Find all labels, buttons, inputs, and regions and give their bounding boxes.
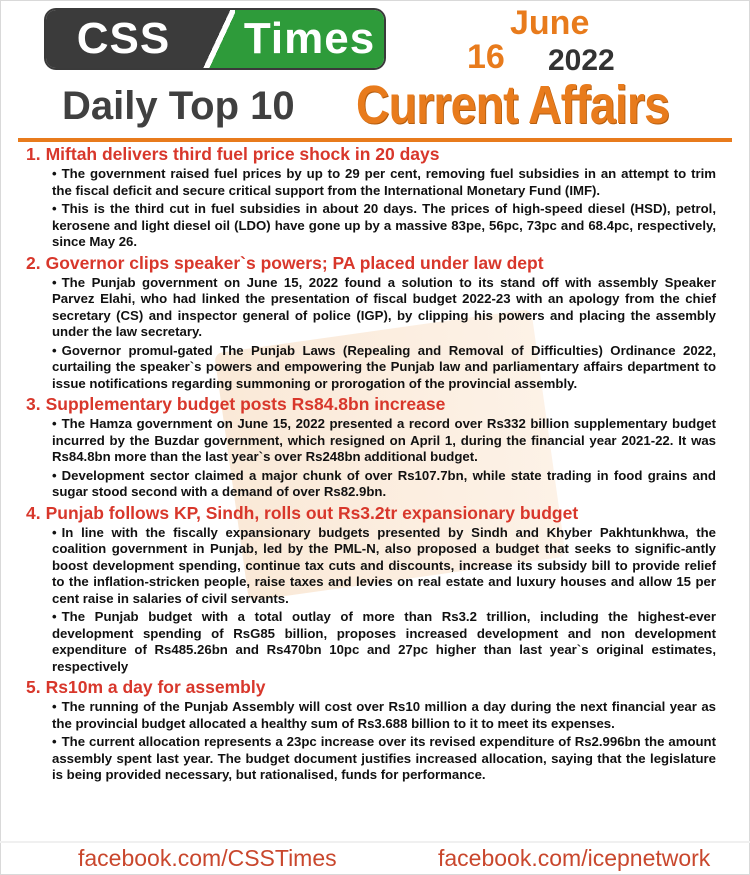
title-daily-top: Daily Top 10 [62,84,295,128]
news-point-text: The government raised fuel prices by up to 29 per cent, removing fuel subsidies in an attempt to trim the fiscal deficit and secure critical support from the International Monetary Fund (IMF). [52,166,716,198]
news-point [26,699,716,732]
news-headline-text: Supplementary budget posts Rs84.8bn increase [45,394,446,414]
news-point [26,416,716,466]
news-item [26,394,716,501]
news-point-text: The Punjab budget with a total outlay of more than Rs3.2 trillion, including the highest-ever development spending of RsG85 billion, proposes increased development and non development expenditure of Rs485.26bn and Rs470bn 10pc and 27pc higher than last year`s original estimates, respectively [52,609,716,674]
news-point-text: This is the third cut in fuel subsidies in about 20 days. The prices of high-speed diesel (HSD), petrol, kerosene and light diesel oil (LDO) have gone up by a massive 83pe, 56pc, 73pc and 68.4pc, respectively, since May 26. [52,201,716,249]
news-headline-text: Miftah delivers third fuel price shock in 20 days [45,144,440,164]
news-headline [26,144,716,164]
news-point [26,201,716,251]
news-headline [26,253,716,273]
date-month: June [510,4,590,42]
news-point-text: The running of the Punjab Assembly will cost over Rs10 million a day during the next financial year as the provincial budget allocated a healthy sum of Rs3.688 billion to it to meet its expenses. [52,699,716,731]
news-point [26,468,716,501]
logo-times-text: Times [235,10,384,68]
news-point [26,343,716,393]
news-point-text: The Hamza government on June 15, 2022 presented a record over Rs332 billion supplementary budget incurred by the Buzdar government, which resigned on April 1, during the financial year 2021-22. It was Rs84.8bn more than the last year`s over Rs248bn additional budget. [52,416,716,464]
news-number: 4. [26,502,41,523]
news-point [26,734,716,784]
footer [0,841,750,873]
news-headline [26,394,716,414]
news-item [26,144,716,251]
footer-link-icepnetwork[interactable]: facebook.com/icepnetwork [438,845,711,871]
news-point [26,609,716,675]
header-divider [18,138,732,142]
bullet-icon: • [52,609,57,624]
news-point [26,166,716,199]
news-point-text: Development sector claimed a major chunk of over Rs107.7bn, while state trading in food grains and sugar stood second with a demand of over Rs82.9bn. [52,467,716,499]
news-headline [26,677,716,697]
bullet-icon: • [52,467,57,483]
logo-css-text: CSS [46,10,201,68]
news-item [26,503,716,676]
bullet-icon: • [52,342,57,358]
news-point-text: Governor promul-gated The Punjab Laws (Repealing and Removal of Difficulties) Ordinance 2022, curtailing the speaker`s powers and empowering the Punjab law and parliamentary affairs department to issue notifications regarding summoning or prorogation of the provincial assembly. [52,342,716,391]
bullet-icon: • [52,166,57,181]
news-point [26,275,716,341]
news-number: 5. [26,677,41,697]
css-times-logo [46,10,384,68]
bullet-icon: • [52,274,57,290]
footer-link-csstimes[interactable]: facebook.com/CSSTimes [78,845,337,871]
bullet-icon: • [52,524,57,540]
bullet-icon: • [52,734,57,749]
news-list [26,144,716,786]
news-point [26,525,716,608]
news-headline-text: Rs10m a day for assembly [45,677,266,697]
news-number: 3. [26,394,41,414]
news-point-text: In line with the fiscally expansionary budgets presented by Sindh and Khyber Pakhtunkhwa, the coalition government in Punjab, led by the PML-N, also proposed a budget that seeks to signific-antly boost development spending, continue tax cuts and discounts, increase its subsidy bill to provide relief to the inflation-stricken people, raise taxes and levies on real estate and luxury houses and allow 15 per cent raise in salaries of civil servants. [52,524,716,606]
bullet-icon: • [52,699,57,714]
title-current-affairs: Current Affairs [356,75,670,135]
news-point-text: The Punjab government on June 15, 2022 found a solution to its stand off with assembly Speaker Parvez Elahi, who had linked the presentation of fiscal budget 2022-23 with an apology from the chief secretary (CS) and inspector general of police (IGP), by clipping his powers and placing the assembly under the law secretary. [52,274,716,339]
news-headline [26,503,716,523]
bullet-icon: • [52,201,57,216]
date-day: 16 [467,38,505,76]
news-headline-text: Governor clips speaker`s powers; PA placed under law dept [45,252,544,273]
news-number: 2. [26,252,41,273]
news-headline-text: Punjab follows KP, Sindh, rolls out Rs3.2tr expansionary budget [45,502,579,523]
date-year: 2022 [548,44,615,77]
news-point-text: The current allocation represents a 23pc increase over its revised expenditure of Rs2.996bn the amount assembly spent last year. The budget document justifies increased allocation, saying that the legislature is being provided necessary, but rationalised, funds for performance. [52,734,716,782]
news-item [26,677,716,784]
bullet-icon: • [52,416,57,431]
news-item [26,253,716,393]
logo-slash-shape [201,10,235,68]
news-number: 1. [26,144,41,164]
